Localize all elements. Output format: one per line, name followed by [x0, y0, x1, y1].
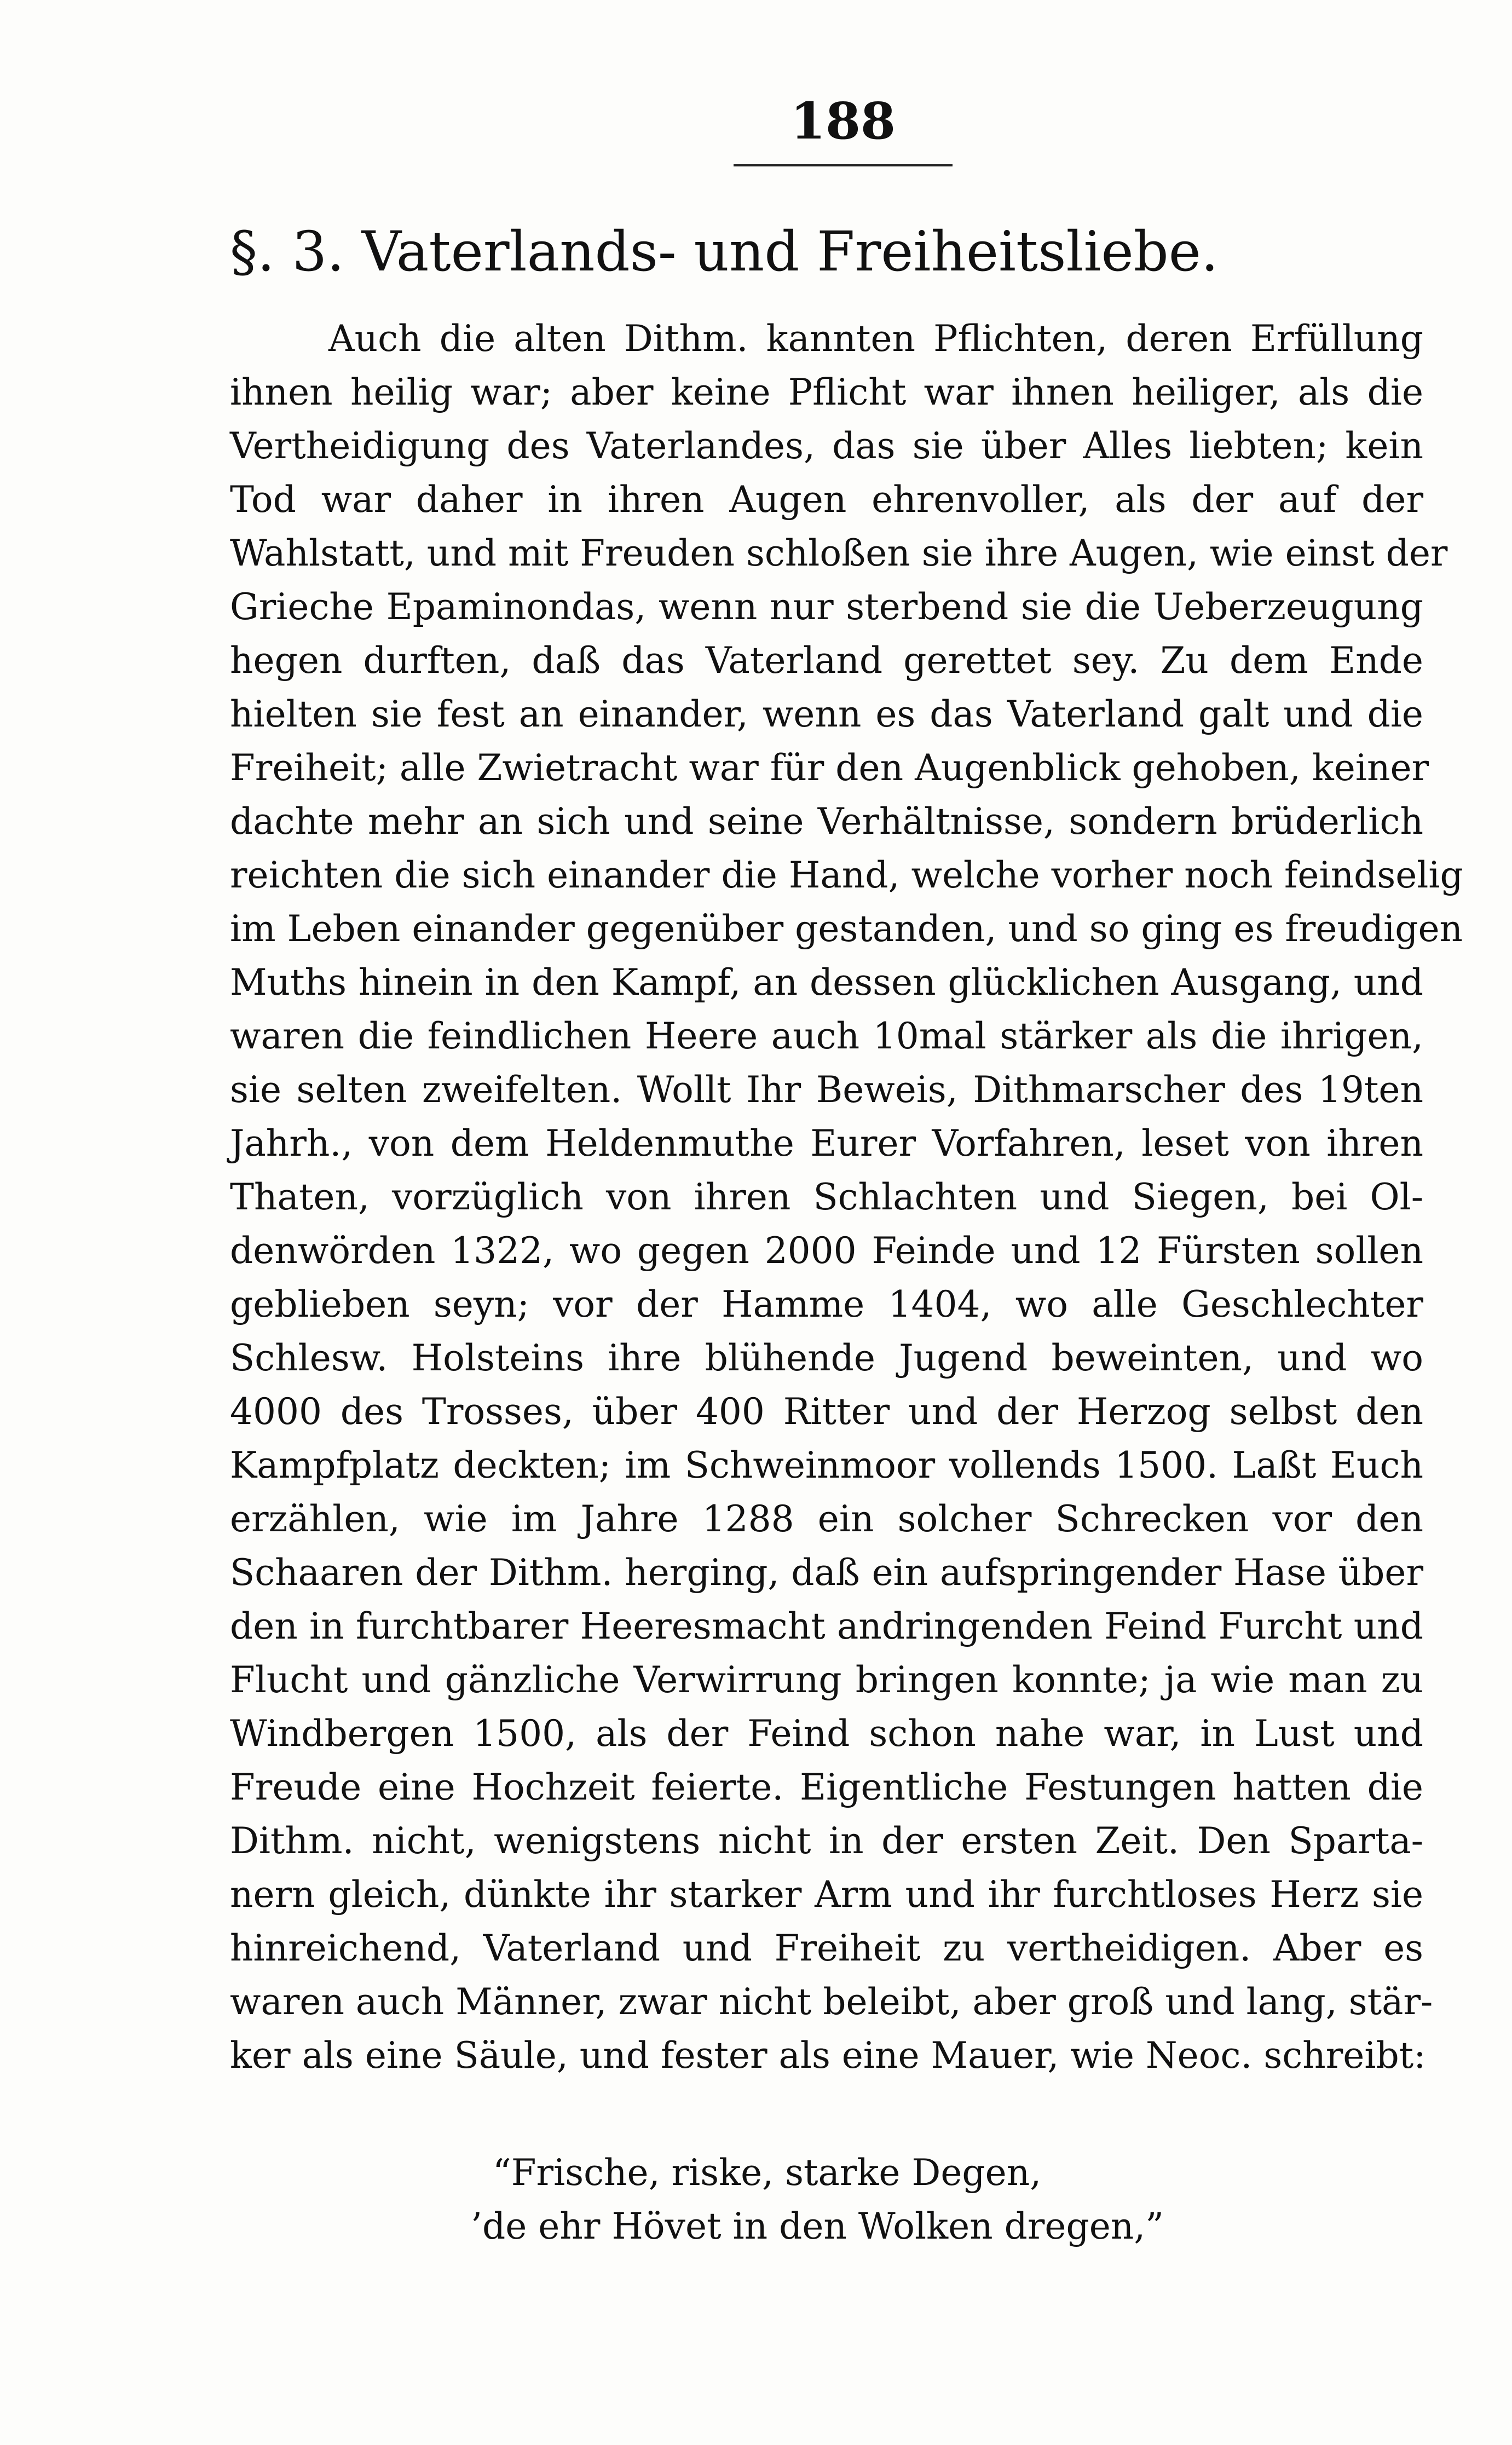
text-line: denwörden 1322, wo gegen 2000 Feinde und 12 Fürsten sollen	[230, 1230, 1423, 1272]
text-line: Kampfplatz deckten; im Schweinmoor vollends 1500. Laßt Euch	[230, 1444, 1423, 1486]
text-line: Wahlstatt, und mit Freuden schloßen sie ihre Augen, wie einst der	[230, 532, 1448, 574]
text-line: Thaten, vorzüglich von ihren Schlachten und Siegen, bei Ol-	[230, 1176, 1423, 1218]
text-line: waren auch Männer, zwar nicht beleibt, aber groß und lang, stär-	[230, 1981, 1433, 2023]
header-rule	[734, 164, 953, 166]
text-line: waren die feindlichen Heere auch 10mal stärker als die ihrigen,	[230, 1015, 1423, 1057]
text-line: ker als eine Säule, und fester als eine Mauer, wie Neoc. schreibt:	[230, 2034, 1426, 2077]
text-line: erzählen, wie im Jahre 1288 ein solcher Schrecken vor den	[230, 1498, 1423, 1540]
text-line: im Leben einander gegenüber gestanden, und so ging es freudigen	[230, 908, 1463, 950]
body-text	[230, 312, 1463, 2083]
text-line: Jahrh., von dem Heldenmuthe Eurer Vorfahren, leset von ihren	[230, 1122, 1423, 1164]
text-line: geblieben seyn; vor der Hamme 1404, wo alle Geschlechter	[230, 1283, 1423, 1325]
text-line: Schlesw. Holsteins ihre blühende Jugend beweinten, und wo	[230, 1337, 1423, 1379]
verse-quote	[471, 2146, 1292, 2253]
text-line: Muths hinein in den Kampf, an dessen glücklichen Ausgang, und	[230, 961, 1423, 1004]
text-line: 4000 des Trosses, über 400 Ritter und der Herzog selbst den	[230, 1391, 1423, 1433]
text-line: Freiheit; alle Zwietracht war für den Augenblick gehoben, keiner	[230, 747, 1429, 789]
text-line: Auch die alten Dithm. kannten Pflichten, deren Erfüllung	[328, 318, 1423, 360]
text-line: ihnen heilig war; aber keine Pflicht war ihnen heiliger, als die	[230, 371, 1423, 413]
text-line: Dithm. nicht, wenigstens nicht in der ersten Zeit. Den Sparta-	[230, 1820, 1423, 1862]
text-line: Tod war daher in ihren Augen ehrenvoller, als der auf der	[230, 478, 1423, 521]
text-line: Schaaren der Dithm. herging, daß ein aufspringender Hase über	[230, 1552, 1423, 1594]
text-line: Windbergen 1500, als der Feind schon nahe war, in Lust und	[230, 1712, 1423, 1755]
section-title: §. 3. Vaterlands- und Freiheitsliebe.	[230, 220, 1219, 284]
text-line: hinreichend, Vaterland und Freiheit zu vertheidigen. Aber es	[230, 1927, 1423, 1969]
text-line: sie selten zweifelten. Wollt Ihr Beweis, Dithmarscher des 19ten	[230, 1069, 1423, 1111]
text-line: nern gleich, dünkte ihr starker Arm und ihr furchtloses Herz sie	[230, 1873, 1423, 1916]
text-line: Vertheidigung des Vaterlandes, das sie über Alles liebten; kein	[230, 425, 1423, 467]
text-line: den in furchtbarer Heeresmacht andringenden Feind Furcht und	[230, 1605, 1423, 1647]
page-number: 188	[790, 91, 896, 151]
verse-line: “Frische, riske, starke Degen,	[493, 2152, 1042, 2194]
text-line: Flucht und gänzliche Verwirrung bringen konnte; ja wie man zu	[230, 1659, 1423, 1701]
text-line: dachte mehr an sich und seine Verhältnisse, sondern brüderlich	[230, 800, 1423, 843]
text-line: hielten sie fest an einander, wenn es das Vaterland galt und die	[230, 693, 1423, 735]
text-line: Grieche Epaminondas, wenn nur sterbend sie die Ueberzeugung	[230, 586, 1423, 628]
text-line: reichten die sich einander die Hand, welche vorher noch feindselig	[230, 854, 1463, 896]
text-line: Freude eine Hochzeit feierte. Eigentliche Festungen hatten die	[230, 1766, 1423, 1808]
text-line: hegen durften, daß das Vaterland gerettet sey. Zu dem Ende	[230, 639, 1423, 682]
verse-line: ’de ehr Hövet in den Wolken dregen,”	[471, 2205, 1164, 2247]
